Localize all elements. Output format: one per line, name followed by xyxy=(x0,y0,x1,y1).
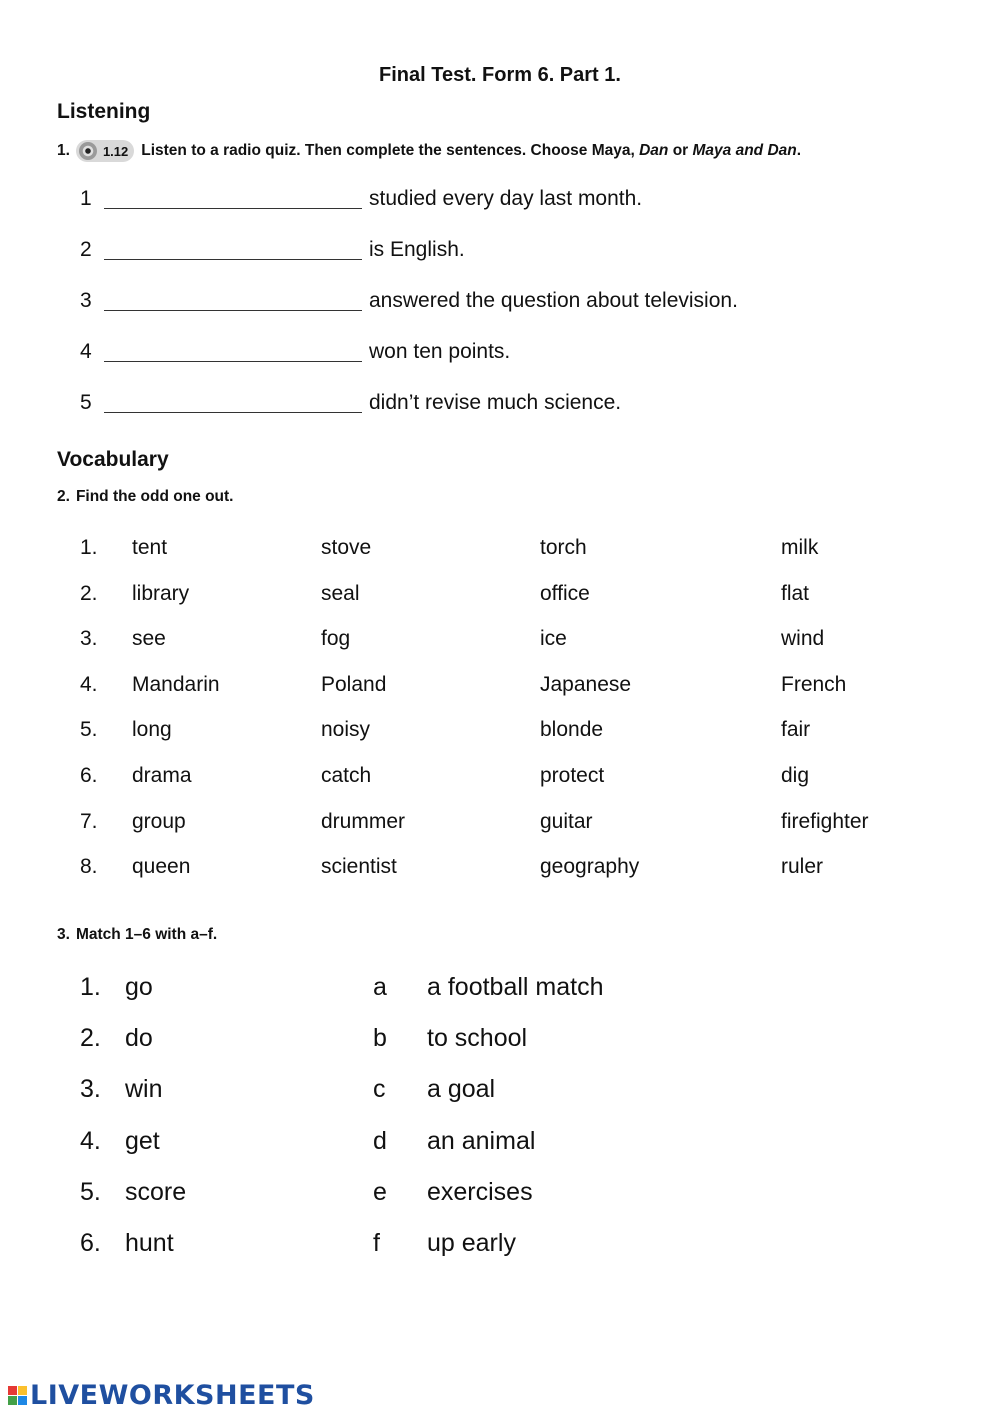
vocab-row xyxy=(0,855,1000,885)
match-row xyxy=(0,973,1000,1007)
vocab-word[interactable]: guitar xyxy=(540,809,593,833)
sentence-text: won ten points. xyxy=(369,340,511,363)
match-number: 1. xyxy=(80,973,101,1001)
item-number: 5 xyxy=(80,391,92,414)
vocab-word[interactable]: fog xyxy=(321,627,351,651)
option-maya-and-dan: Maya and Dan xyxy=(692,142,797,159)
vocab-word[interactable]: see xyxy=(132,627,166,651)
listening-item xyxy=(80,337,510,364)
vocab-row-number: 1. xyxy=(80,536,98,559)
vocab-word[interactable]: flat xyxy=(781,581,810,605)
cd-icon xyxy=(79,142,97,160)
match-phrase[interactable]: up early xyxy=(427,1229,516,1257)
vocab-word[interactable]: noisy xyxy=(321,718,371,742)
vocabulary-heading: Vocabulary xyxy=(57,448,169,471)
match-number: 3. xyxy=(80,1075,101,1104)
listening-item xyxy=(80,235,465,262)
vocab-row-number: 3. xyxy=(80,627,98,651)
logo-square xyxy=(18,1396,27,1405)
instruction-text: Match 1–6 with a–f. xyxy=(75,926,218,943)
vocab-word[interactable]: Japanese xyxy=(540,672,632,696)
match-verb[interactable]: go xyxy=(125,973,153,1001)
listening-heading: Listening xyxy=(57,100,151,123)
match-letter: f xyxy=(373,1229,380,1257)
vocabulary-instruction xyxy=(57,488,234,506)
match-verb[interactable]: do xyxy=(125,1024,153,1053)
listening-item xyxy=(80,184,642,211)
match-number: 6. xyxy=(80,1229,101,1257)
match-phrase[interactable]: to school xyxy=(427,1024,528,1053)
instruction-number: 3. xyxy=(57,926,70,943)
listening-instruction xyxy=(57,140,801,162)
sentence-text: didn’t revise much science. xyxy=(369,391,622,414)
answer-blank[interactable] xyxy=(104,188,362,209)
sentence-text: studied every day last month. xyxy=(369,187,643,210)
match-letter: a xyxy=(373,973,387,1001)
match-verb[interactable]: hunt xyxy=(125,1229,174,1257)
match-verb[interactable]: get xyxy=(125,1126,160,1155)
vocab-row xyxy=(0,582,1000,612)
match-row xyxy=(0,1229,1000,1263)
vocab-word[interactable]: fair xyxy=(781,718,811,742)
vocab-row xyxy=(0,810,1000,840)
match-number: 5. xyxy=(80,1177,101,1206)
vocab-word[interactable]: group xyxy=(132,809,186,833)
instruction-text: Find the odd one out. xyxy=(75,488,234,505)
logo-square xyxy=(8,1386,17,1395)
vocab-word[interactable]: catch xyxy=(321,764,372,787)
vocab-word[interactable]: dig xyxy=(781,764,810,787)
vocab-word[interactable]: blonde xyxy=(540,718,604,742)
instruction-number: 2. xyxy=(57,488,70,505)
instruction-end: . xyxy=(796,142,802,159)
option-dan: Dan xyxy=(639,142,669,159)
vocab-row-number: 4. xyxy=(80,672,98,696)
listening-item xyxy=(80,286,738,313)
vocab-word[interactable]: geography xyxy=(540,855,640,879)
vocab-row-number: 8. xyxy=(80,855,98,879)
vocab-word[interactable]: drummer xyxy=(321,809,406,833)
match-phrase[interactable]: an animal xyxy=(427,1126,536,1155)
logo-square xyxy=(18,1386,27,1395)
vocab-row xyxy=(0,764,1000,794)
instruction-text: Listen to a radio quiz. Then complete the sentences. Choose Maya, xyxy=(141,142,635,159)
item-number: 1 xyxy=(80,187,92,210)
match-phrase[interactable]: exercises xyxy=(427,1177,533,1206)
match-number: 2. xyxy=(80,1024,101,1053)
audio-track-badge[interactable] xyxy=(76,140,134,162)
answer-blank[interactable] xyxy=(104,290,362,311)
vocab-row xyxy=(0,536,1000,566)
vocab-word[interactable]: firefighter xyxy=(781,809,869,833)
match-phrase[interactable]: a goal xyxy=(427,1075,496,1104)
page-title: Final Test. Form 6. Part 1. xyxy=(379,64,621,86)
vocab-word[interactable]: tent xyxy=(132,536,168,559)
answer-blank[interactable] xyxy=(104,392,362,413)
vocab-row-number: 6. xyxy=(80,764,98,787)
item-number: 4 xyxy=(80,340,92,363)
track-number: 1.12 xyxy=(102,143,129,159)
vocab-row-number: 5. xyxy=(80,718,98,742)
match-number: 4. xyxy=(80,1126,101,1155)
item-number: 2 xyxy=(80,238,92,261)
vocab-row xyxy=(0,673,1000,703)
vocab-word[interactable]: seal xyxy=(321,581,360,605)
liveworksheets-logo[interactable] xyxy=(8,1380,315,1411)
match-letter: e xyxy=(373,1177,387,1206)
vocab-word[interactable]: Poland xyxy=(321,672,387,696)
vocab-word[interactable]: ice xyxy=(540,627,567,651)
match-row xyxy=(0,1127,1000,1161)
vocab-word[interactable]: torch xyxy=(540,536,587,559)
logo-text: LIVEWORKSHEETS xyxy=(30,1380,315,1411)
vocab-word[interactable]: protect xyxy=(540,764,605,787)
vocab-word[interactable]: wind xyxy=(781,627,825,651)
match-letter: c xyxy=(373,1075,386,1104)
listening-item xyxy=(80,388,621,415)
vocab-word[interactable]: long xyxy=(132,718,172,742)
item-number: 3 xyxy=(80,289,92,312)
match-phrase[interactable]: a football match xyxy=(427,973,604,1001)
match-row xyxy=(0,1024,1000,1058)
sentence-text: answered the question about television. xyxy=(369,289,738,312)
vocab-word[interactable]: library xyxy=(132,581,190,605)
vocab-row xyxy=(0,718,1000,748)
vocab-word[interactable]: queen xyxy=(132,855,191,879)
logo-icon xyxy=(8,1386,27,1405)
match-verb[interactable]: win xyxy=(125,1075,163,1104)
instruction-number: 1. xyxy=(57,142,70,159)
vocab-word[interactable]: scientist xyxy=(321,855,397,879)
vocab-word[interactable]: office xyxy=(540,581,590,605)
vocab-row xyxy=(0,627,1000,657)
vocab-word[interactable]: milk xyxy=(781,536,819,559)
match-letter: b xyxy=(373,1024,387,1053)
vocab-word[interactable]: stove xyxy=(321,536,372,559)
match-instruction xyxy=(57,926,217,944)
vocab-word[interactable]: French xyxy=(781,672,847,696)
match-row xyxy=(0,1075,1000,1109)
vocab-row-number: 2. xyxy=(80,581,98,605)
or-text: or xyxy=(672,142,689,159)
vocab-word[interactable]: Mandarin xyxy=(132,672,220,696)
sentence-text: is English. xyxy=(369,238,465,261)
vocab-word[interactable]: drama xyxy=(132,764,192,787)
vocab-word[interactable]: ruler xyxy=(781,855,824,879)
vocab-row-number: 7. xyxy=(80,809,98,833)
match-verb[interactable]: score xyxy=(125,1177,187,1206)
answer-blank[interactable] xyxy=(104,341,362,362)
match-letter: d xyxy=(373,1126,387,1155)
match-row xyxy=(0,1178,1000,1212)
logo-square xyxy=(8,1396,17,1405)
answer-blank[interactable] xyxy=(104,239,362,260)
